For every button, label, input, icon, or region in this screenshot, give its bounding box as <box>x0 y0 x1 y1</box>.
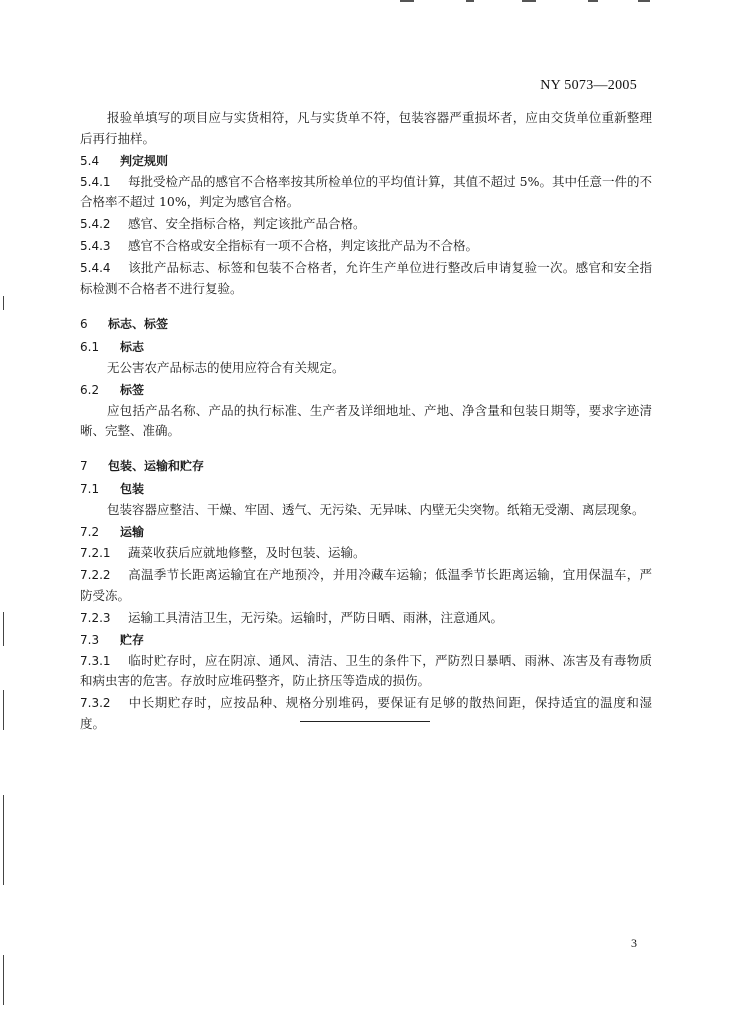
clause <box>80 214 652 235</box>
section-title: 包装 <box>120 482 145 496</box>
clause-text: 临时贮存时，应在阴凉、通风、清洁、卫生的条件下，严防烈日暴晒、雨淋、冻害及有毒物质和病虫害的危害。存放时应堆码整齐，防止挤压等造成的损伤。 <box>80 652 652 688</box>
chapter-number: 7 <box>80 459 88 473</box>
clause-text: 感官不合格或安全指标有一项不合格，判定该批产品为不合格。 <box>128 238 479 253</box>
section-number: 6.1 <box>80 339 100 354</box>
section-heading <box>80 630 652 651</box>
page-number: 3 <box>631 936 637 950</box>
margin-mark <box>3 795 4 885</box>
paragraph: 报验单填写的项目应与实货相符，凡与实货单不符，包装容器严重损坏者，应由交货单位重新整理后再行抽样。 <box>80 110 652 146</box>
clause <box>80 693 652 734</box>
clause <box>80 608 652 629</box>
clause <box>80 172 652 213</box>
chapter-title: 包装、运输和贮存 <box>108 459 205 473</box>
section-heading <box>80 479 652 500</box>
paragraph: 应包括产品名称、产品的执行标准、生产者及详细地址、产地、净含量和包装日期等，要求字迹清晰、完整、准确。 <box>80 402 652 438</box>
clause-text: 高温季节长距离运输宜在产地预冷，并用冷藏车运输；低温季节长距离运输，宜用保温车，严防受冻。 <box>80 567 652 603</box>
section-number: 7.2 <box>80 525 100 539</box>
section-heading <box>80 151 652 172</box>
clause-number: 7.2.2 <box>80 568 111 582</box>
clause <box>80 565 652 606</box>
margin-mark <box>3 955 4 1005</box>
scan-artifact-marks <box>400 0 660 4</box>
chapter-heading <box>80 456 652 477</box>
section-heading <box>80 337 652 358</box>
section-number: 6.2 <box>80 382 100 397</box>
spacer <box>80 301 652 314</box>
clause <box>80 543 652 564</box>
paragraph: 无公害农产品标志的使用应符合有关规定。 <box>107 359 345 375</box>
clause-number: 7.2.3 <box>80 610 111 625</box>
clause-number: 7.3.1 <box>80 653 111 668</box>
paragraph: 包装容器应整洁、干燥、牢固、透气、无污染、无异味、内壁无尖突物。纸箱无受潮、离层现象。 <box>107 502 645 517</box>
section-title: 运输 <box>120 525 145 539</box>
document-body <box>80 108 652 736</box>
chapter-title: 标志、标签 <box>108 316 169 331</box>
clause-text: 中长期贮存时，应按品种、规格分别堆码，要保证有足够的散热间距，保持适宜的温度和湿度。 <box>80 695 652 731</box>
section-heading <box>80 380 652 401</box>
clause <box>80 651 652 692</box>
spacer <box>80 443 652 456</box>
clause-number: 5.4.1 <box>80 174 111 189</box>
section-heading <box>80 522 652 543</box>
section-number: 7.1 <box>80 482 100 496</box>
chapter-heading <box>80 314 652 335</box>
clause-number: 7.2.1 <box>80 546 111 560</box>
clause <box>80 236 652 257</box>
clause-text: 该批产品标志、标签和包装不合格者，允许生产单位进行整改后申请复验一次。感官和安全指标检测不合格者不进行复验。 <box>80 260 652 296</box>
section-number: 7.3 <box>80 632 100 647</box>
clause-number: 5.4.2 <box>80 217 111 231</box>
clause <box>80 258 652 299</box>
clause-number: 5.4.3 <box>80 239 111 253</box>
margin-mark <box>3 296 4 310</box>
margin-mark <box>3 690 4 730</box>
section-title: 标志 <box>120 339 145 354</box>
section-title: 判定规则 <box>120 153 169 168</box>
margin-mark <box>3 612 4 646</box>
clause-text: 感官、安全指标合格，判定该批产品合格。 <box>128 216 366 231</box>
clause-text: 蔬菜收获后应就地修整，及时包装、运输。 <box>128 545 366 560</box>
section-number: 5.4 <box>80 153 100 168</box>
clause-number: 5.4.4 <box>80 261 111 275</box>
clause-text: 运输工具清洁卫生，无污染。运输时，严防日晒、雨淋，注意通风。 <box>128 609 504 625</box>
clause-text: 每批受检产品的感官不合格率按其所检单位的平均值计算，其值不超过 5%。其中任意一件的不合格率不超过 10%，判定为感官合格。 <box>80 173 652 209</box>
section-title: 贮存 <box>120 632 145 647</box>
chapter-number: 6 <box>80 316 88 331</box>
section-title: 标签 <box>120 382 145 397</box>
end-of-text-rule <box>300 721 430 722</box>
standard-code: NY 5073—2005 <box>540 78 637 93</box>
clause-number: 7.3.2 <box>80 696 111 710</box>
